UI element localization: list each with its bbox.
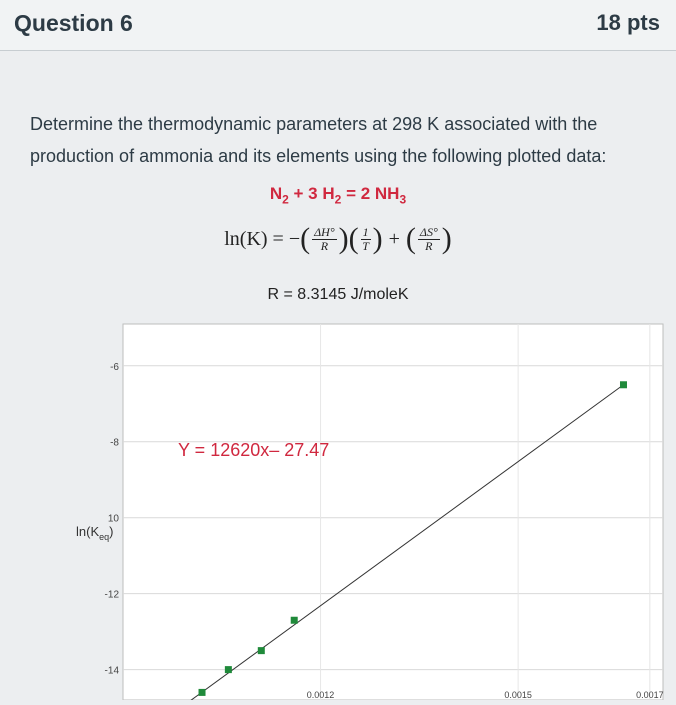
x-tick-label: 0.0012 [306,690,335,700]
reaction-nh3-sub: 3 [399,192,407,207]
y-tick-label: -14 [104,665,119,677]
question-header [0,0,676,51]
ds-over-r: $\frac{\Delta S^\circ}{R}$ [419,224,438,253]
dh-over-r: $\frac{\Delta H^\circ}{R}$ [314,224,335,253]
x-tick-label: 0.0015 [504,690,532,700]
data-point [291,617,298,624]
y-tick-label: 10 [107,513,119,525]
question-points: 18 pts [596,10,660,35]
fit-equation-label: Y = 12620x– 27.47 [178,440,330,460]
reaction-n2: N [269,184,283,203]
x-tick-label: 0.0017 [636,690,664,700]
data-point [199,689,206,696]
plot-area [123,324,663,700]
y-axis-label: $\ln(K_{eq})$ [76,524,114,542]
data-point [225,666,232,673]
equation-plus: + [388,227,400,250]
chart-container [60,318,676,700]
reaction-h2-sub: 2 [334,192,342,207]
question-prompt: Determine the thermodynamic parameters at 298 K associated with the production of ammonia and its elements using the following plotted data: [30,114,607,166]
data-point [258,647,265,654]
y-tick-label: -6 [110,361,119,373]
reaction-equation [0,184,676,206]
vant-hoff-equation: ln(K) = − ( $\frac{\Delta H^\circ}{R}$ ) ( $\frac{1}{T}$ ) + ( $\frac{\Delta S^\circ}{R}$ ) [224,222,452,255]
reaction-nh3: = 2 NH [341,184,400,203]
y-tick-label: -12 [104,589,119,601]
one-over-t: $\frac{1}{T}$ [362,224,369,253]
question-title: Question 6 [14,10,133,36]
y-tick-labels [105,362,120,677]
reaction-h2: + 3 H [288,184,335,203]
y-tick-label: -8 [110,437,119,449]
lnk-vs-inverse-t-chart [60,318,676,700]
reaction-n2-sub: 2 [282,192,289,207]
gas-constant: R = 8.3145 J/moleK [267,286,409,303]
equation-lhs: ln(K) = − [224,227,301,250]
data-point [620,381,627,388]
